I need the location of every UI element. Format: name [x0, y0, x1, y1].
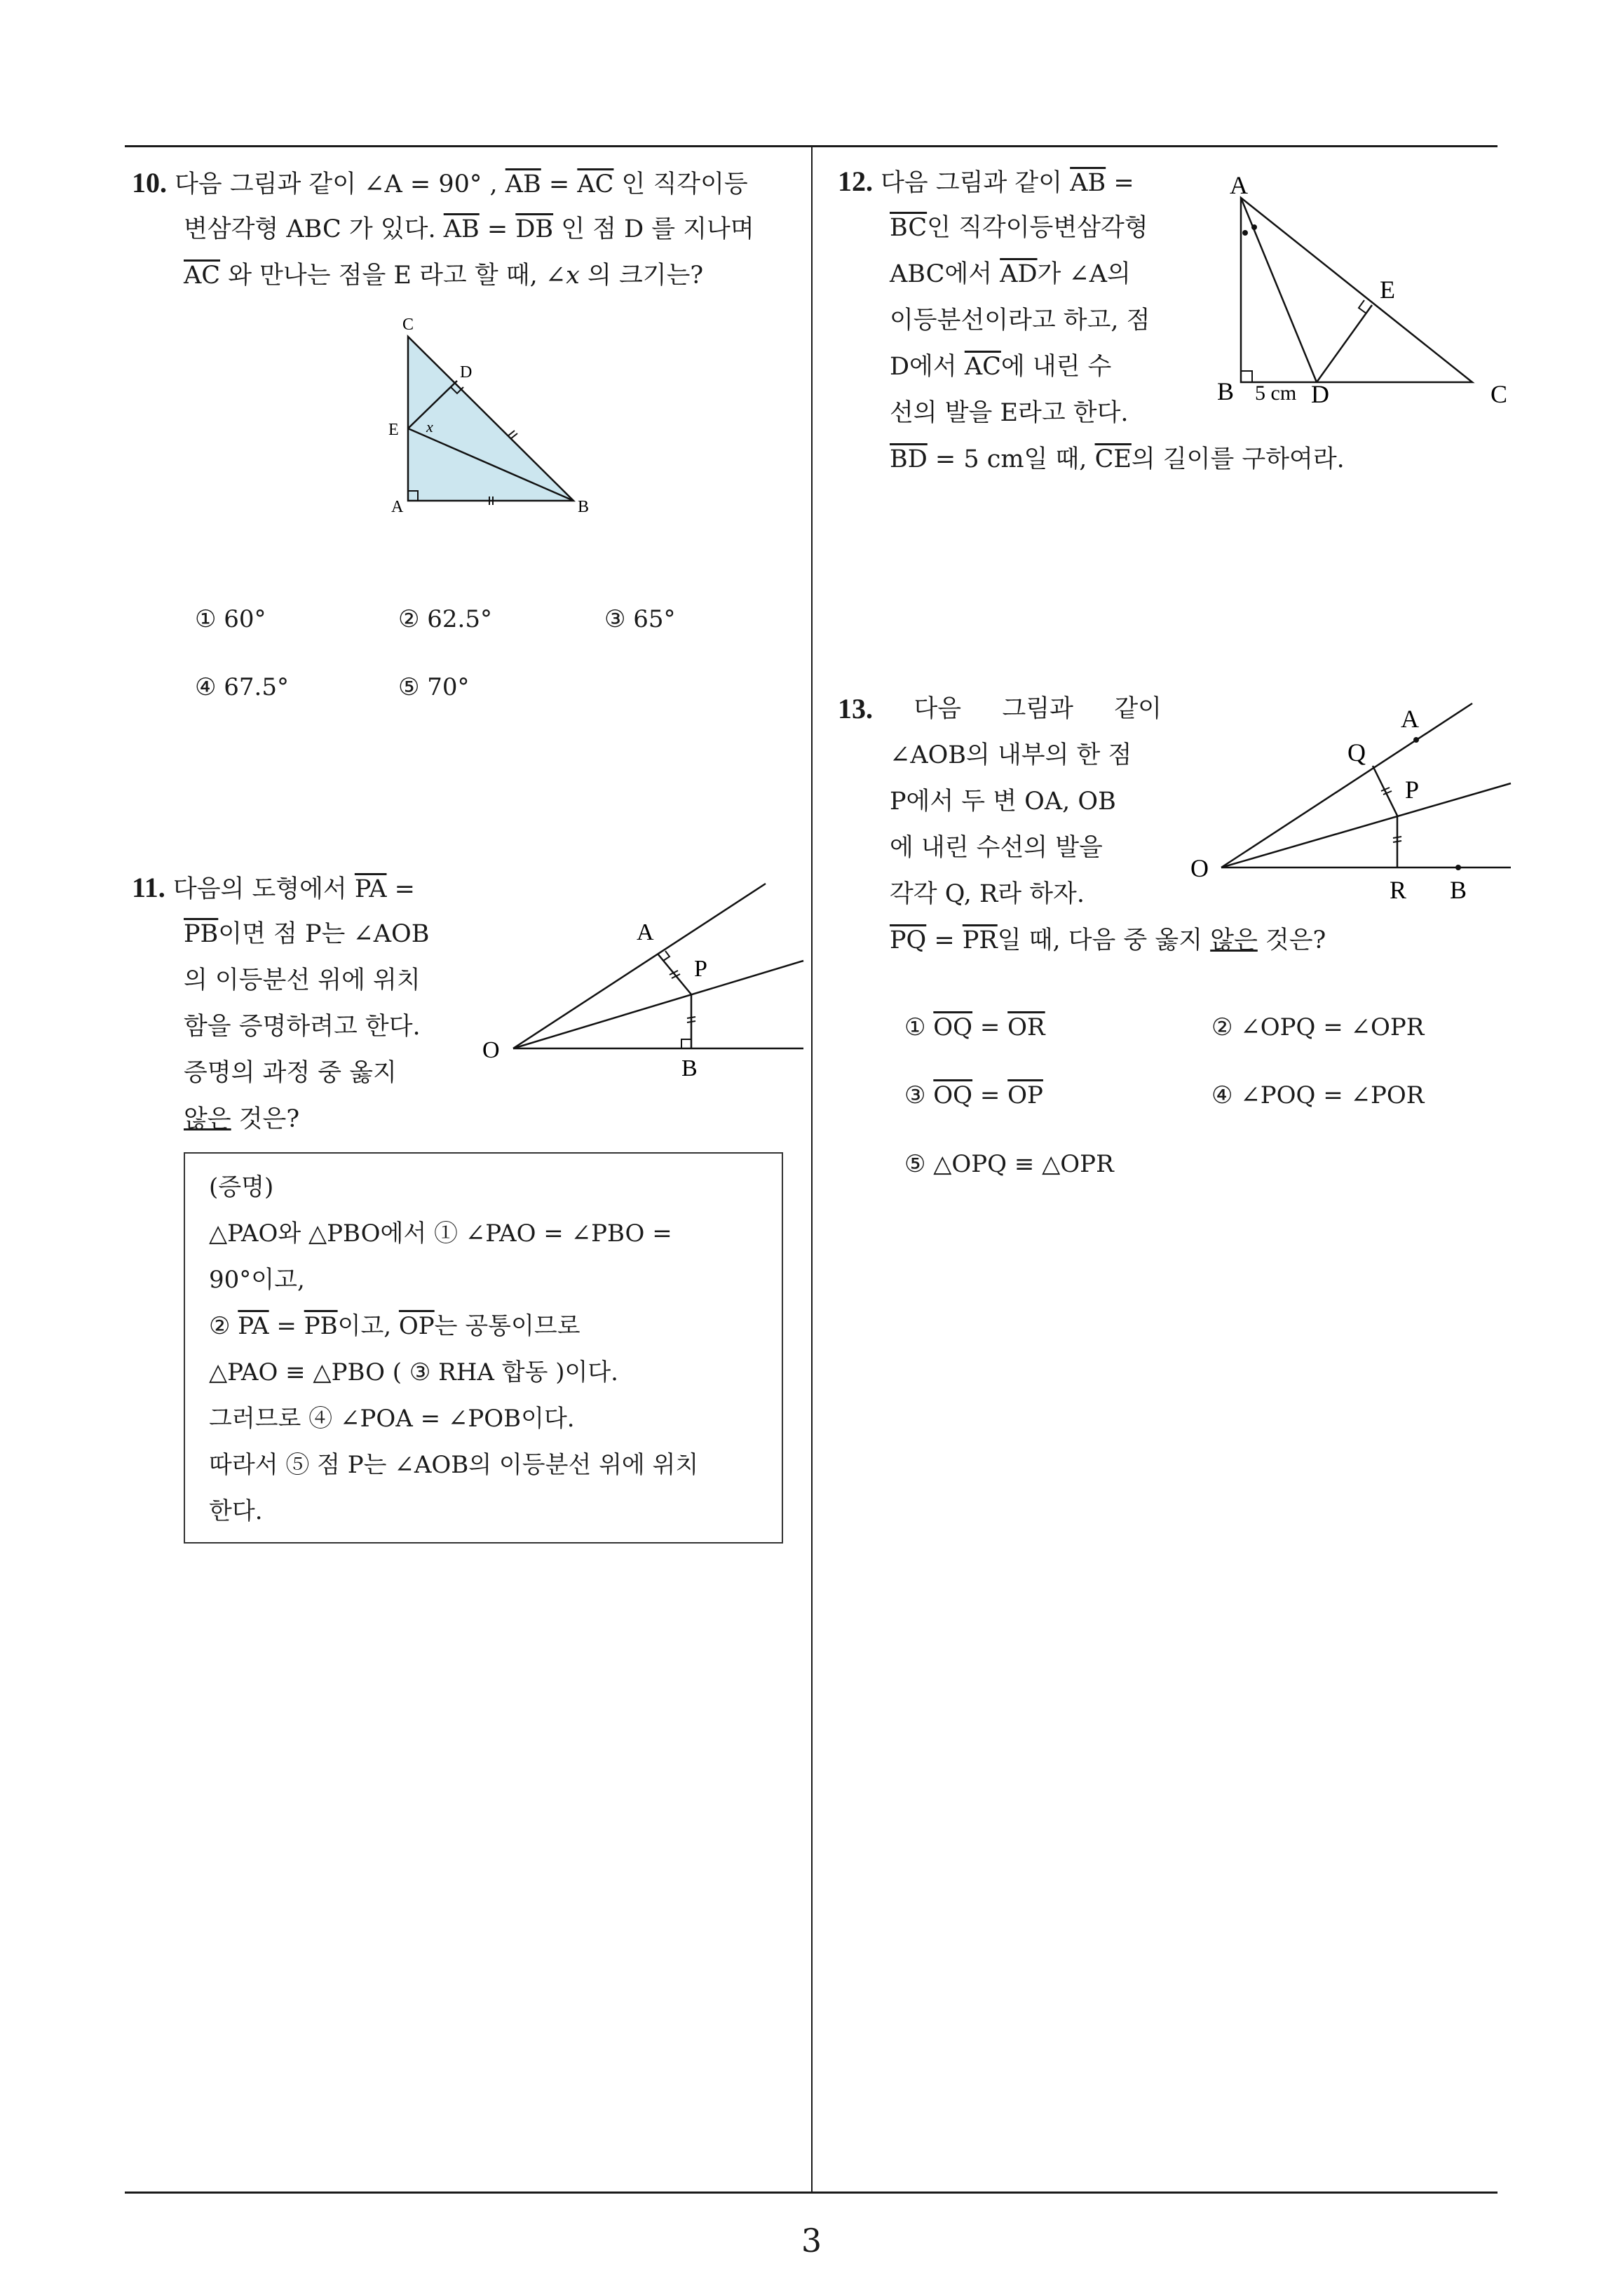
q13-choice-3[interactable]: ③ $\overline{OQ} = \overline{OP}$ [904, 1081, 1043, 1109]
q11-figure [477, 870, 806, 1087]
q13-perp-PQ [1373, 766, 1397, 816]
q10-choice-4[interactable]: ④ 67.5° [195, 673, 289, 701]
q13-number: 13. [838, 693, 873, 724]
q12-line-1: 12. 다음 그림과 같이 $\overline{AB}$ = [838, 166, 1134, 197]
proof-line-5: △PAO ≡ △PBO ( ③ RHA 합동 )이다. [209, 1358, 618, 1386]
q13-choice-1[interactable]: ① $\overline{OQ} = \overline{OR}$ [904, 1013, 1045, 1041]
q13-figure [1185, 691, 1514, 915]
q12-right-angle-B [1241, 371, 1252, 382]
q11-right-angle-A [663, 951, 670, 961]
q12-right-angle-E [1359, 300, 1366, 313]
q13-line-4: 에 내린 수선의 발을 [890, 834, 1103, 862]
q13-label-B: B [1450, 876, 1467, 904]
q11-line-4: 함을 증명하려고 한다. [184, 1013, 421, 1041]
page-number: 3 [801, 2222, 822, 2260]
q13-choice-5[interactable]: ⑤ △OPQ ≡ △OPR [904, 1150, 1114, 1178]
q11-proof-box [184, 1152, 783, 1544]
q11-label-P: P [694, 956, 707, 982]
q12-label-B: B [1217, 377, 1235, 405]
q11-line-6: 않은 것은? [184, 1105, 300, 1133]
q10-label-B: B [578, 498, 590, 516]
q13-point-A [1413, 737, 1419, 743]
q12-label-C: C [1490, 380, 1508, 408]
q12-angle-mark-1 [1242, 230, 1248, 236]
column-divider [811, 145, 813, 2193]
q12-label-len: 5 cm [1255, 381, 1297, 405]
q10-label-D: D [460, 363, 473, 381]
q10-label-C: C [402, 316, 414, 334]
proof-line-2: △PAO와 △PBO에서 ① ∠PAO = ∠PBO = [209, 1220, 672, 1248]
question-10 [132, 160, 798, 299]
q13-ray-OP [1221, 783, 1511, 867]
q12-line-6: 선의 발을 E라고 한다. [890, 399, 1129, 427]
q12-label-E: E [1380, 276, 1395, 304]
proof-line-6: 그러므로 ④ ∠POA = ∠POB이다. [209, 1405, 575, 1433]
q12-line-7: $\overline{BD} = 5$ cm일 때, $\overline{CE}$의 길이를 구하여라. [890, 445, 1345, 473]
q11-label-B: B [681, 1055, 698, 1081]
q10-choice-2[interactable]: ② 62.5° [398, 605, 492, 633]
q10-label-A: A [391, 498, 404, 516]
proof-line-4: ② $\overline{PA} = \overline{PB}$이고, $\overline{OP}$는 공통이므로 [209, 1312, 580, 1340]
q12-label-D: D [1311, 380, 1329, 408]
q10-line-1: 10. 다음 그림과 같이 ∠A = 90° , $\overline{AB} = \overline{AC}$ 인 직각이등 [132, 167, 748, 198]
q12-number: 12. [838, 166, 873, 197]
q12-figure [1192, 168, 1514, 421]
q13-line-6: $\overline{PQ} = \overline{PR}$일 때, 다음 중 옳지 않은 것은? [890, 926, 1326, 954]
q13-label-P: P [1405, 776, 1420, 804]
q11-number: 11. [132, 872, 165, 903]
proof-line-8: 한다. [209, 1497, 263, 1525]
q12-perp-DE [1317, 305, 1372, 382]
q10-figure [379, 309, 603, 519]
q12-line-3: ABC에서 $\overline{AD}$가 ∠A의 [890, 260, 1131, 288]
proof-line-3: 90°이고, [209, 1266, 305, 1294]
q11-line-5: 증명의 과정 중 옳지 [184, 1059, 397, 1087]
proof-line-7: 따라서 ⑤ 점 P는 ∠AOB의 이등분선 위에 위치 [209, 1451, 699, 1479]
q12-line-4: 이등분선이라고 하고, 점 [890, 306, 1150, 335]
q11-proof [209, 1165, 763, 1535]
q13-label-Q: Q [1347, 738, 1366, 767]
q12-triangle [1241, 198, 1472, 382]
q11-line-1: 11. 다음의 도형에서 $\overline{PA}$ = [132, 872, 415, 903]
q12-label-A: A [1230, 171, 1248, 199]
q11-ray-OP [513, 961, 803, 1048]
q10-label-E: E [388, 421, 399, 439]
q13-line-2: ∠AOB의 내부의 한 점 [890, 741, 1132, 769]
q13-line-1: 13. 다음 그림과 같이 [838, 686, 1162, 732]
q13-label-R: R [1390, 876, 1407, 904]
q11-tick-4 [687, 1021, 695, 1022]
q10-choice-1[interactable]: ① 60° [195, 605, 266, 633]
q13-label-A: A [1401, 705, 1419, 733]
proof-line-1: (증명) [209, 1173, 274, 1201]
q11-perp-PA [658, 954, 691, 994]
q10-line-2: 변삼각형 ABC 가 있다. $\overline{AB} = \overline{DB}$ 인 점 D 를 지나며 [184, 215, 754, 243]
q10-tick-3 [508, 431, 515, 436]
q12-angle-mark-2 [1251, 224, 1257, 230]
q13-label-O: O [1190, 854, 1209, 882]
q10-choice-5[interactable]: ⑤ 70° [398, 673, 470, 701]
q13-choice-4[interactable]: ④ ∠POQ = ∠POR [1211, 1081, 1425, 1109]
question-11 [132, 865, 454, 1142]
q10-tick-4 [510, 433, 517, 439]
q10-line-3: $\overline{AC}$ 와 만나는 점을 E 라고 할 때, ∠x 의 크기는? [184, 262, 704, 290]
q10-number: 10. [132, 167, 167, 198]
q13-choice-2[interactable]: ② ∠OPQ = ∠OPR [1211, 1013, 1425, 1041]
q13-line-5: 각각 Q, R라 하자. [890, 880, 1085, 908]
q11-label-A: A [637, 919, 654, 945]
q13-tick-4 [1393, 841, 1401, 842]
q12-line-2: $\overline{BC}$인 직각이등변삼각형 [890, 214, 1148, 242]
q13-line-3: P에서 두 변 OA, OB [890, 788, 1116, 816]
q13-point-B [1455, 865, 1461, 870]
q11-label-O: O [482, 1037, 500, 1063]
q11-line-2: $\overline{PB}$이면 점 P는 ∠AOB [184, 920, 430, 948]
q11-right-angle-B [681, 1039, 691, 1048]
q12-line-5: D에서 $\overline{AC}$에 내린 수 [890, 353, 1112, 381]
q11-line-3: 의 이등분선 위에 위치 [184, 966, 421, 994]
bottom-rule [125, 2192, 1498, 2194]
q11-ray-OA [513, 884, 766, 1048]
q11-tick-3 [687, 1017, 695, 1018]
q13-ray-OA [1221, 703, 1472, 867]
q13-tick-3 [1393, 837, 1401, 838]
q10-choice-3[interactable]: ③ 65° [604, 605, 676, 633]
q10-label-x: x [426, 418, 433, 435]
